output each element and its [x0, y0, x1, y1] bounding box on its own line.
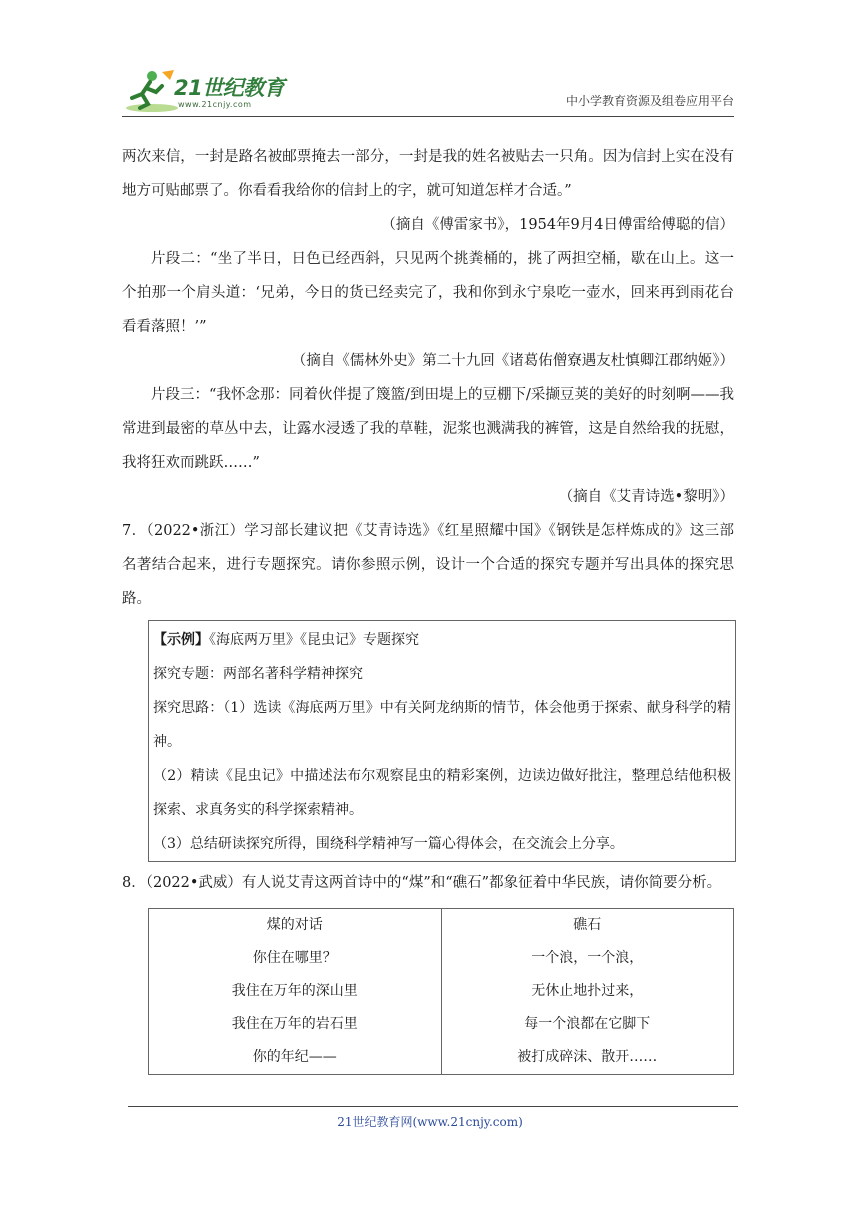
poem-left-line: 我住在万年的岩石里 [231, 1016, 358, 1032]
question8-text: 8．（2022•武威）有人说艾青这两首诗中的“煤”和“礁石”都象征着中华民族，请你简要分析。 [122, 875, 722, 891]
fragment2-text: 片段二：“坐了半日，日色已经西斜，只见两个挑粪桶的，挑了两担空桶，歇在山上。这一个拍那一个肩头道：‘兄弟，今日的货已经卖完了，我和你到永宁泉吃一壶水，回来再到雨花台看看落照！’” [122, 251, 734, 335]
poem-right-title: 礁石 [573, 917, 602, 933]
example-title [153, 623, 731, 657]
poem-left-cell [149, 909, 442, 1075]
poem-table [148, 908, 734, 1075]
example-topic: 探究专题：两部名著科学精神探究 [153, 666, 363, 682]
example-step1: 探究思路：（1）选读《海底两万里》中有关阿龙纳斯的情节，体会他勇于探索、献身科学的精神。 [153, 700, 731, 750]
question7-text: 7．（2022•浙江）学习部长建议把《艾青诗选》《红星照耀中国》《钢铁是怎样炼成的》这三部名著结合起来，进行专题探究。请你参照示例，设计一个合适的探究专题并写出具体的探究思路。 [122, 523, 734, 607]
fragment2-cite: （摘自《儒林外史》第二十九回《诸葛佑僧寮遇友杜慎卿江郡纳姬》） [291, 353, 734, 369]
main-content [122, 140, 734, 1075]
fragment1-text: 两次来信，一封是路名被邮票掩去一部分，一封是我的姓名被贴去一只角。因为信封上实在没有地方可贴邮票了。你看看我给你的信封上的字，就可知道怎样才合适。” [122, 149, 734, 199]
poem-right-line: 被打成碎沫、散开…… [517, 1049, 658, 1065]
example-box [148, 620, 736, 862]
logo-text: 21世纪教育 [174, 76, 285, 100]
poem-right-line: 每一个浪都在它脚下 [524, 1016, 651, 1032]
example-step2: （2）精读《昆虫记》中描述法布尔观察昆虫的精彩案例，边读边做好批注，整理总结他积极探索、求真务实的科学探索精神。 [153, 768, 731, 818]
fragment3-cite: （摘自《艾青诗选•黎明》） [558, 489, 734, 505]
example-title-bold: 【示例】 [153, 632, 209, 648]
poem-right-line: 一个浪，一个浪， [531, 950, 644, 966]
poem-left-line: 你的年纪—— [252, 1049, 337, 1065]
poem-right-line: 无休止地扑过来， [531, 983, 644, 999]
example-step3: （3）总结研读探究所得，围绕科学精神写一篇心得体会，在交流会上分享。 [153, 836, 624, 852]
footer-link[interactable]: 21世纪教育网(www.21cnjy.com) [337, 1115, 523, 1129]
footer-divider [128, 1106, 738, 1107]
header-divider [122, 116, 734, 117]
poem-left-title: 煤的对话 [266, 917, 323, 933]
logo-url: www.21cnjy.com [178, 100, 252, 109]
platform-name: 中小学教育资源及组卷应用平台 [565, 94, 734, 108]
runner-logo-icon [122, 68, 178, 114]
fragment1-cite: （摘自《傅雷家书》，1954年9月4日傅雷给傅聪的信） [381, 217, 734, 233]
page-header [122, 64, 734, 120]
poem-right-cell [441, 909, 734, 1075]
logo [122, 68, 302, 114]
example-title-rest: 《海底两万里》《昆虫记》专题探究 [209, 632, 419, 648]
poem-left-line: 我住在万年的深山里 [231, 983, 358, 999]
fragment3-text: 片段三：“我怀念那：同着伙伴提了篾篮/到田堤上的豆棚下/采撷豆荚的美好的时刻啊——我常进到最密的草丛中去，让露水浸透了我的草鞋，泥浆也溅满我的裤管，这是自然给我的抚慰，我将狂欢而跳跃……” [122, 387, 734, 471]
poem-left-line: 你住在哪里？ [252, 950, 337, 966]
